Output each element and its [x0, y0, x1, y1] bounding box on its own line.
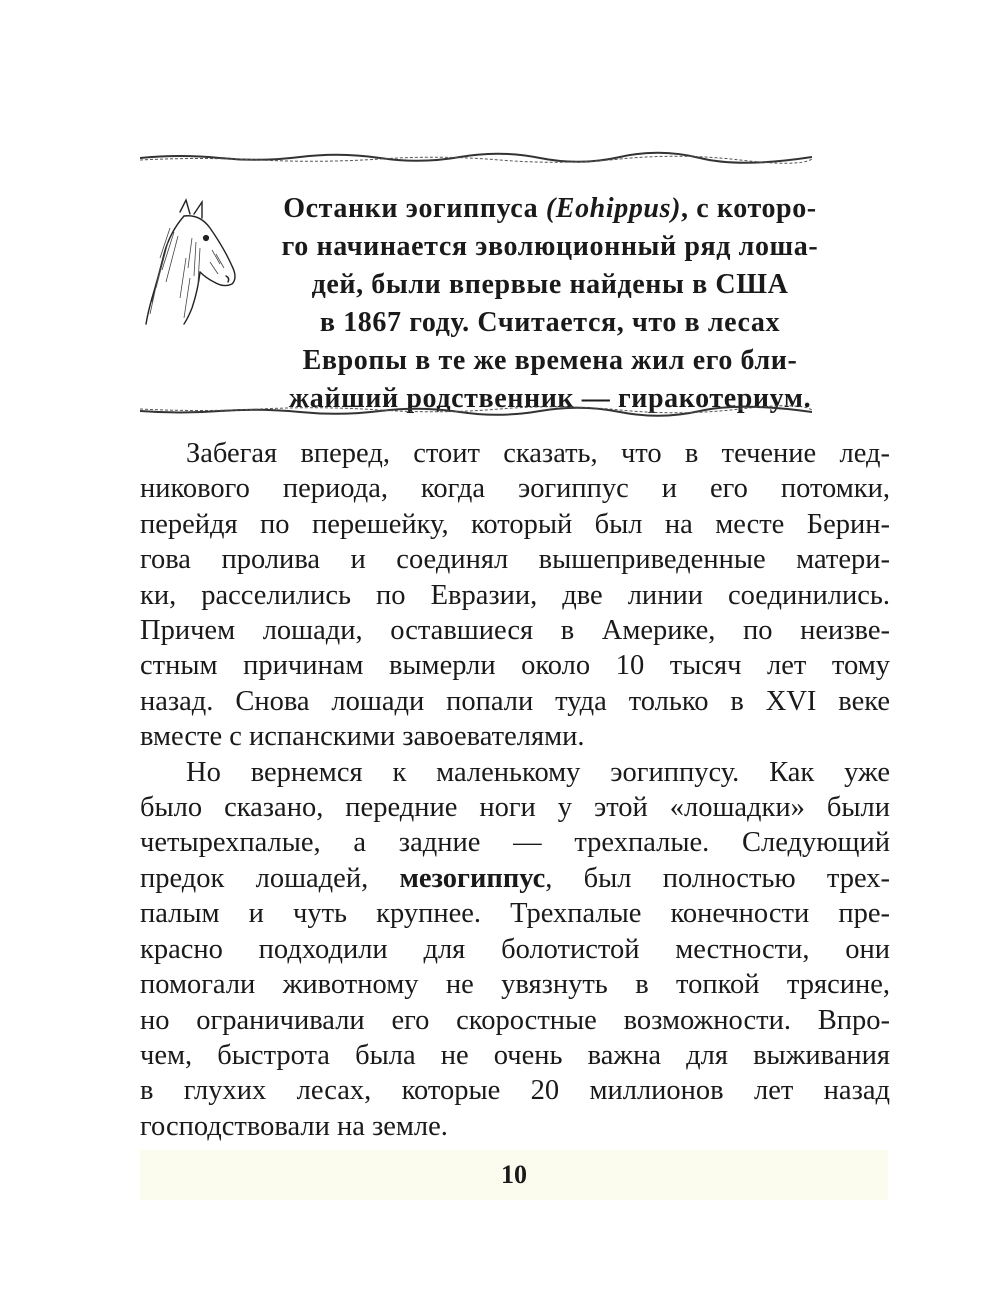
page-number: 10 — [501, 1160, 527, 1189]
paragraph-line: предок лошадей, мезогиппус, был полностью трех- — [140, 862, 890, 894]
callout-line: го начинается эволюционный ряд лоша- — [281, 231, 819, 262]
callout-line: жайший родственник — гиракотериум. — [288, 383, 812, 414]
callout-text — [250, 190, 850, 418]
paragraph-line: красно подходили для болотистой местности, они — [140, 933, 890, 965]
paragraph-line: господствовали на земле. — [140, 1110, 448, 1142]
horse-head-icon — [140, 198, 240, 326]
callout-line: Европы в те же времена жил его бли- — [302, 345, 798, 376]
paragraph-line: четырехпалые, а задние — трехпалые. Следующий — [140, 827, 890, 859]
paragraph-line: Забегая вперед, стоит сказать, что в течение лед- — [186, 438, 890, 469]
paragraph-line: вместе с испанскими завоевателями. — [140, 721, 585, 753]
page-footer — [140, 1150, 888, 1200]
paragraph-line: назад. Снова лошади попали туда только в XVI веке — [140, 685, 890, 717]
paragraph-line: никового периода, когда эогиппус и его потомки, — [140, 473, 890, 505]
divider-top — [140, 150, 812, 164]
divider-bottom — [140, 404, 812, 418]
paragraph-line: Но вернемся к маленькому эогиппусу. Как уже — [186, 756, 890, 788]
paragraph-line: гова пролива и соединял вышеприведенные матери- — [140, 544, 890, 576]
paragraph-line: палым и чуть крупнее. Трехпалые конечности пре- — [140, 898, 890, 930]
callout-line: Останки эогиппуса (Eohippus), с которо- — [283, 193, 817, 224]
paragraph-line: было сказано, передние ноги у этой «лошадки» были — [140, 792, 890, 824]
paragraph-line: ки, расселились по Евразии, две линии соединились. — [140, 579, 890, 611]
callout-line: дей, были впервые найдены в США — [311, 269, 789, 300]
callout-line: в 1867 году. Считается, что в лесах — [319, 307, 781, 338]
paragraph-line: Причем лошади, оставшиеся в Америке, по неизве- — [140, 615, 890, 647]
paragraph-line: но ограничивали его скоростные возможности. Впро- — [140, 1004, 890, 1036]
paragraph-line: стным причинам вымерли около 10 тысяч лет тому — [140, 650, 890, 682]
body-text — [140, 436, 890, 1144]
paragraph-line: перейдя по перешейку, который был на месте Берин- — [140, 508, 890, 540]
paragraph-line: помогали животному не увязнуть в топкой трясине, — [140, 969, 890, 1001]
paragraph-line: чем, быстрота была не очень важна для выживания — [140, 1039, 890, 1071]
paragraph-line: в глухих лесах, которые 20 миллионов лет назад — [140, 1075, 890, 1107]
